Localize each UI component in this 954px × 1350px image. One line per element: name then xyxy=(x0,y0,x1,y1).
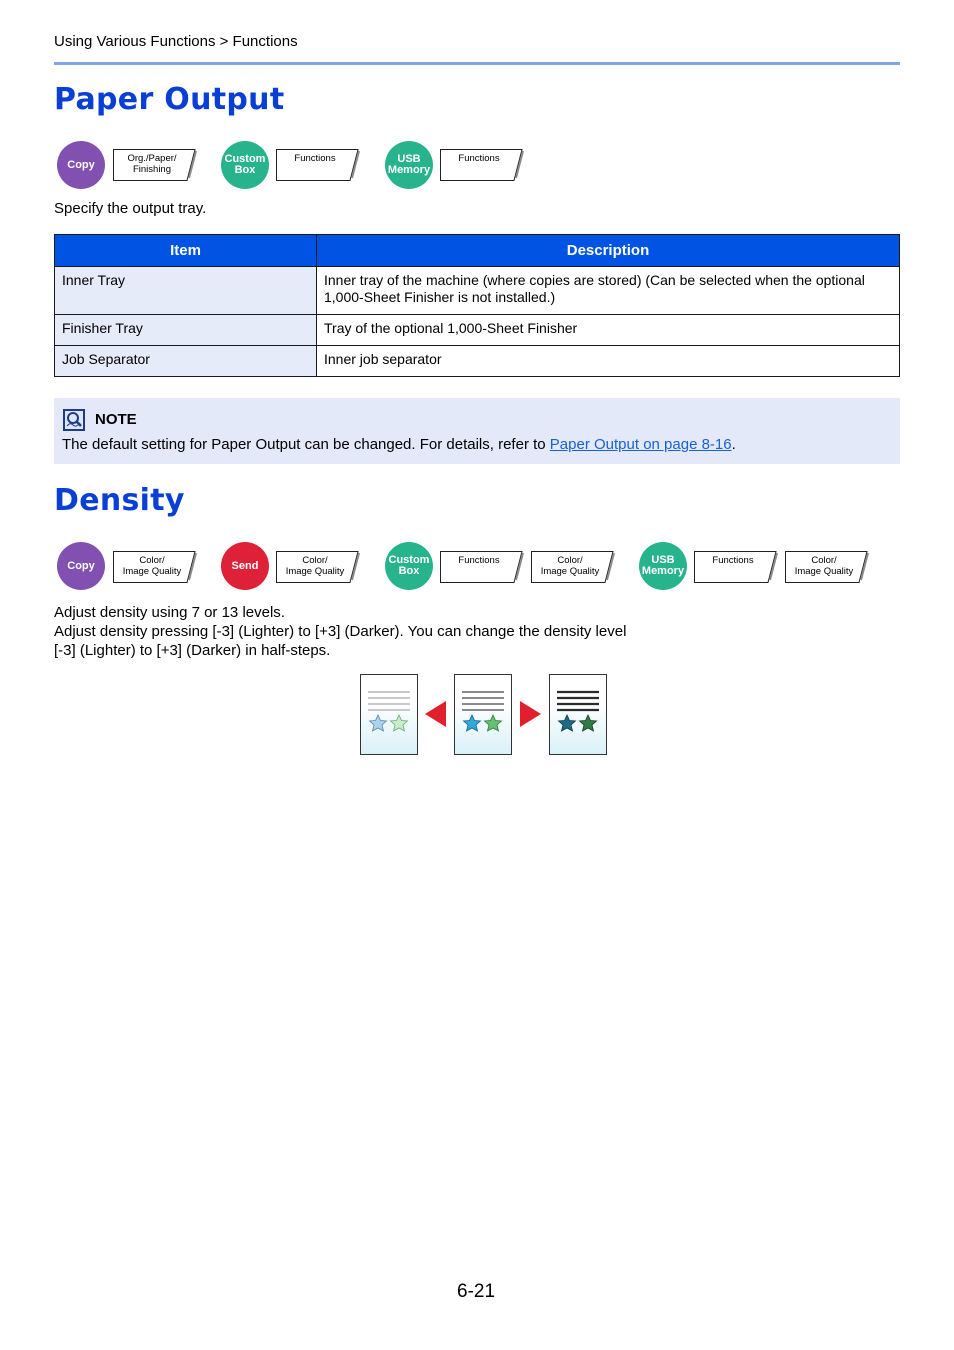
nav-step-functions: Functions xyxy=(440,551,526,583)
nav-step-color-image-quality: Color/ Image Quality xyxy=(531,551,617,583)
description-cell: Inner tray of the machine (where copies are stored) (Can be selected when the optional 1,000-Sheet Finisher is not installed.) xyxy=(317,267,900,315)
table-row xyxy=(55,315,900,346)
copy-mode-badge: Copy xyxy=(57,542,105,590)
darker-arrow-icon xyxy=(520,701,542,727)
density-body-line: [-3] (Lighter) to [+3] (Darker) in half-steps. xyxy=(54,642,331,659)
breadcrumb: Using Various Functions > Functions xyxy=(54,33,298,50)
paper-output-page-link[interactable]: Paper Output on page 8-16 xyxy=(549,436,732,453)
note-text: The default setting for Paper Output can be changed. For details, refer to Paper Output on page 8-16. xyxy=(62,436,736,453)
custom-box-mode-badge: Custom Box xyxy=(221,141,269,189)
column-header-item: Item xyxy=(55,235,317,267)
copy-mode-badge: Copy xyxy=(57,141,105,189)
light-page-icon xyxy=(360,674,418,755)
density-body-line: Adjust density using 7 or 13 levels. xyxy=(54,604,285,621)
note-box xyxy=(54,398,900,464)
nav-step-functions: Functions xyxy=(276,149,362,181)
nav-step-color-image-quality: Color/ Image Quality xyxy=(785,551,871,583)
nav-step-functions: Functions xyxy=(440,149,526,181)
note-title: NOTE xyxy=(95,411,137,428)
section-title-paper-output: Paper Output xyxy=(54,82,285,117)
description-cell: Tray of the optional 1,000-Sheet Finisher xyxy=(317,315,900,346)
nav-step-color-image-quality: Color/ Image Quality xyxy=(113,551,199,583)
normal-page-icon xyxy=(454,674,512,755)
lighter-arrow-icon xyxy=(425,701,447,727)
section-title-density: Density xyxy=(54,483,185,518)
table-row xyxy=(55,267,900,315)
item-cell: Finisher Tray xyxy=(55,315,317,346)
description-cell: Inner job separator xyxy=(317,346,900,377)
send-mode-badge: Send xyxy=(221,542,269,590)
dark-page-icon xyxy=(549,674,607,755)
nav-step-color-image-quality: Color/ Image Quality xyxy=(276,551,362,583)
note-magnifier-icon xyxy=(63,409,85,431)
item-cell: Job Separator xyxy=(55,346,317,377)
paper-output-intro: Specify the output tray. xyxy=(54,200,207,217)
item-cell: Inner Tray xyxy=(55,267,317,315)
page-number: 6-21 xyxy=(457,1281,496,1302)
density-body-line: Adjust density pressing [-3] (Lighter) to [+3] (Darker). You can change the density level xyxy=(54,623,627,640)
table-header-row xyxy=(55,235,900,267)
header-rule xyxy=(54,62,900,65)
paper-output-table xyxy=(54,234,900,377)
table-row xyxy=(55,346,900,377)
nav-step-org-paper-finishing: Org./Paper/ Finishing xyxy=(113,149,199,181)
usb-memory-mode-badge: USB Memory xyxy=(385,141,433,189)
nav-step-functions: Functions xyxy=(694,551,780,583)
column-header-description: Description xyxy=(317,235,900,267)
usb-memory-mode-badge: USB Memory xyxy=(639,542,687,590)
custom-box-mode-badge: Custom Box xyxy=(385,542,433,590)
